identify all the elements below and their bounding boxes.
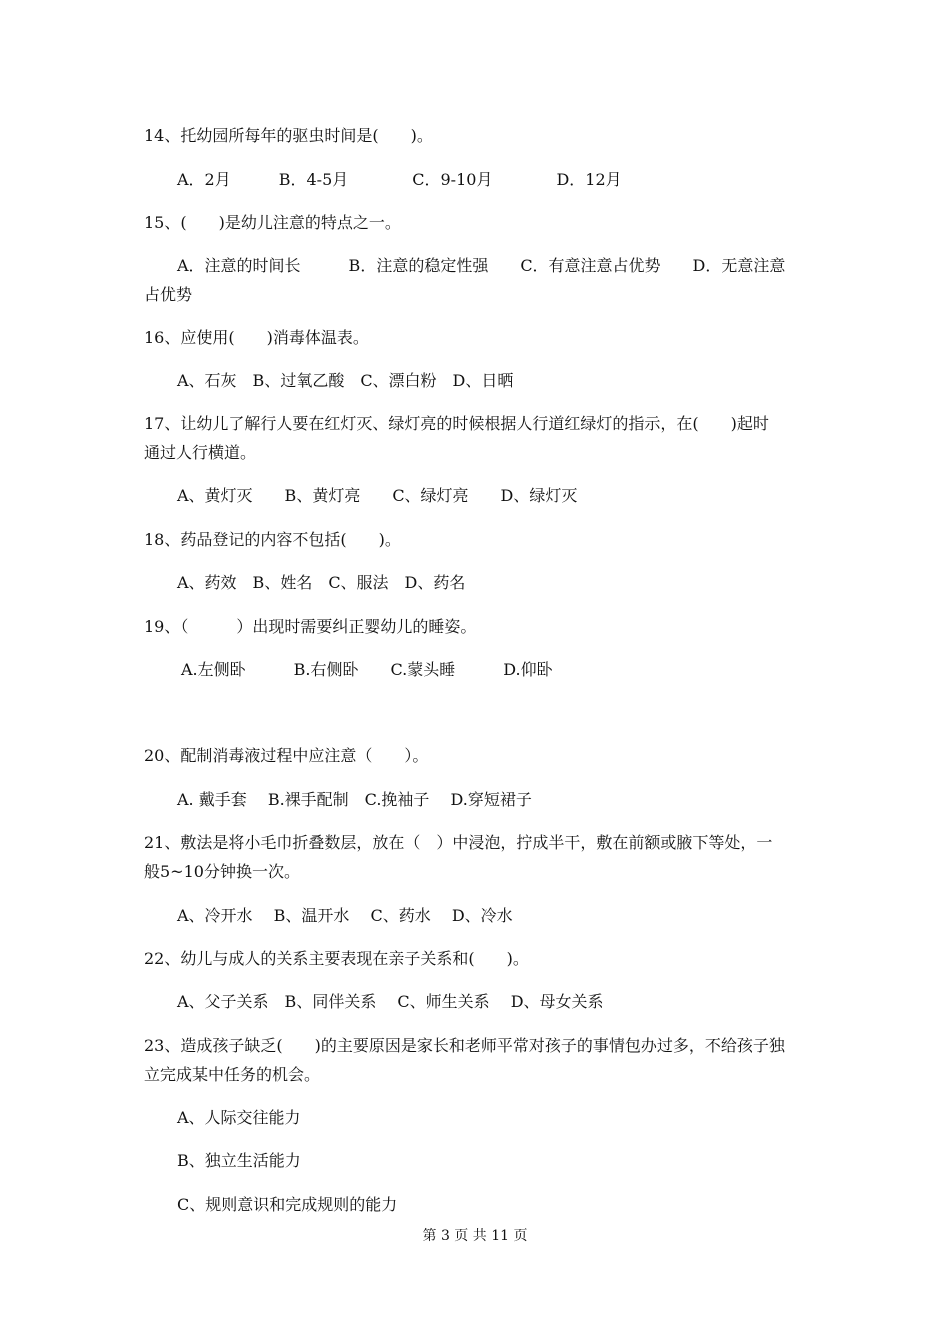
option-23-c: C、规则意识和完成规则的能力 — [177, 1195, 398, 1214]
question-21: 21、敷法是将小毛巾折叠数层，放在（ ）中浸泡，拧成半干，敷在前额或腋下等处，一 — [144, 833, 773, 852]
question-22: 22、幼儿与成人的关系主要表现在亲子关系和( )。 — [144, 949, 529, 968]
options-18: A、药效 B、姓名 C、服法 D、药名 — [177, 573, 466, 592]
question-23: 23、造成孩子缺乏( )的主要原因是家长和老师平常对孩子的事情包办过多，不给孩子独 — [144, 1036, 785, 1055]
question-18: 18、药品登记的内容不包括( )。 — [144, 530, 401, 549]
options-19: A.左侧卧 B.右侧卧 C.蒙头睡 D.仰卧 — [181, 660, 553, 679]
options-14: A．2月 B．4-5月 C．9-10月 D．12月 — [177, 170, 622, 189]
options-20: A. 戴手套 B.裸手配制 C.挽袖子 D.穿短裙子 — [177, 790, 532, 809]
page-number-footer: 第 3 页 共 11 页 — [422, 1228, 528, 1244]
question-23-cont: 立完成某中任务的机会。 — [144, 1065, 321, 1084]
question-19: 19、（ ）出现时需要纠正婴幼儿的睡姿。 — [144, 617, 477, 636]
options-21: A、冷开水 B、温开水 C、药水 D、冷水 — [177, 906, 513, 925]
options-17: A、黄灯灭 B、黄灯亮 C、绿灯亮 D、绿灯灭 — [177, 486, 578, 505]
options-15-cont: 占优势 — [144, 285, 193, 304]
question-14: 14、托幼园所每年的驱虫时间是( )。 — [144, 126, 433, 145]
question-15: 15、( )是幼儿注意的特点之一。 — [144, 213, 401, 232]
options-15: A．注意的时间长 B．注意的稳定性强 C．有意注意占优势 D．无意注意 — [177, 256, 786, 275]
question-16: 16、应使用( )消毒体温表。 — [144, 328, 369, 347]
option-23-b: B、独立生活能力 — [177, 1151, 301, 1170]
options-16: A、石灰 B、过氧乙酸 C、漂白粉 D、日晒 — [177, 371, 514, 390]
options-22: A、父子关系 B、同伴关系 C、师生关系 D、母女关系 — [177, 992, 604, 1011]
question-20: 20、配制消毒液过程中应注意（ ）。 — [144, 746, 429, 765]
option-23-a: A、人际交往能力 — [177, 1108, 301, 1127]
question-21-cont: 般5~10分钟换一次。 — [144, 862, 300, 881]
question-17-cont: 通过人行横道。 — [144, 443, 257, 462]
question-17: 17、让幼儿了解行人要在红灯灭、绿灯亮的时候根据人行道红绿灯的指示，在( )起时 — [144, 414, 769, 433]
